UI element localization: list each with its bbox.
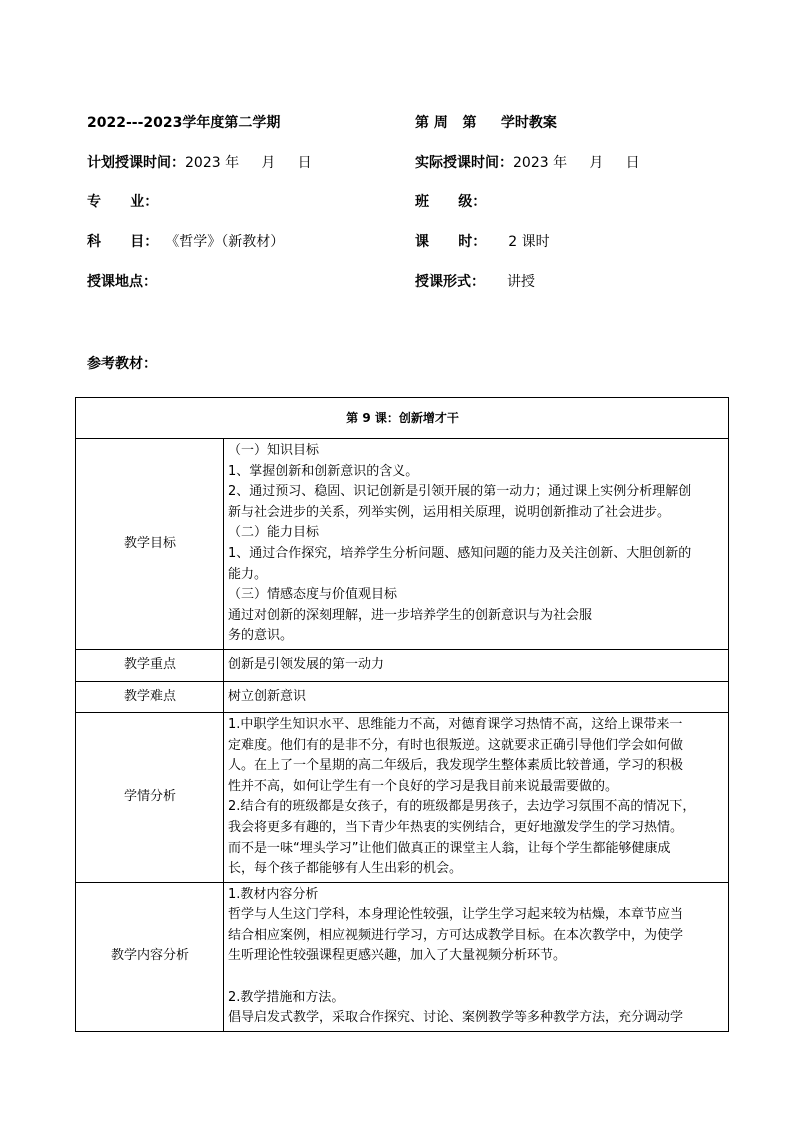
subject-label: 科 目： [87, 234, 159, 250]
content-line: 性并不高，如何让学生有一个良好的学习是我目前来说最需要做的。 [228, 778, 619, 794]
content-line: 树立创新意识 [228, 688, 307, 704]
content-line: 能力。 [228, 566, 268, 582]
actual-time [415, 154, 640, 172]
class-label: 班 级： [415, 194, 487, 210]
table-row [76, 712, 729, 882]
plan-title: 第 周 第 学时教案 [415, 115, 557, 131]
row-label-student-analysis: 学情分析 [76, 712, 224, 882]
location-label: 授课地点： [87, 274, 157, 290]
row-content-difficulties [224, 681, 729, 712]
content-line: 2、通过预习、稳固、识记创新是引领开展的第一动力；通过课上实例分析理解创 [228, 484, 692, 500]
lesson-title: 第 9 课：创新增才干 [76, 398, 729, 439]
content-line: 而不是一味“埋头学习”让他们做真正的课堂主人翁，让每个学生都能够健康成 [228, 840, 671, 856]
subject-value: 《哲学》（新教材） [172, 234, 285, 250]
content-line: 生听理论性较强课程更感兴趣，加入了大量视频分析环节。 [228, 948, 567, 964]
hours-label: 课 时： [415, 234, 487, 250]
subject [87, 233, 284, 251]
content-line: 长，每个孩子都能够有人生出彩的机会。 [228, 861, 463, 877]
content-line: 人。在上了一个星期的高二年级后，我发现学生整体素质比较普通，学习的积极 [228, 758, 684, 774]
row-content-student-analysis [224, 712, 729, 882]
term-title: 2022---2023学年度第二学期 [87, 115, 281, 131]
reference-label: 参考教材： [87, 356, 157, 372]
content-line: 2.结合有的班级都是女孩子，有的班级都是男孩子，去边学习氛围不高的情况下， [228, 799, 696, 815]
row-label-key-points: 教学重点 [76, 649, 224, 681]
content-line: 创新是引领发展的第一动力 [228, 657, 385, 673]
table-row [76, 681, 729, 712]
content-line: 哲学与人生这门学科，本身理论性较强，让学生学习起来较为枯燥，本章节应当 [228, 907, 684, 923]
row-label-difficulties: 教学难点 [76, 681, 224, 712]
content-line: 定难度。他们有的是非不分，有时也很叛逆。这就要求正确引导他们学会如何做 [228, 737, 684, 753]
content-line: 结合相应案例，相应视频进行学习，方可达成教学目标。在本次教学中，为使学 [228, 927, 684, 943]
content-line: 我会将更多有趣的，当下青少年热衷的实例结合，更好地激发学生的学习热情。 [228, 819, 684, 835]
lesson-plan-table [75, 397, 729, 1032]
content-line: 1、通过合作探究，培养学生分析问题、感知问题的能力及关注创新、大胆创新的 [228, 545, 692, 561]
content-line: 新与社会进步的关系，列举实例，运用相关原理，说明创新推动了社会进步。 [228, 504, 671, 520]
row-label-objectives: 教学目标 [76, 439, 224, 650]
content-line: （三）情感态度与价值观目标 [228, 587, 398, 603]
content-line: 务的意识。 [228, 628, 294, 644]
table-title-row [76, 398, 729, 439]
major-label: 专 业： [87, 194, 159, 210]
hours [415, 233, 550, 251]
form-value: 讲授 [507, 274, 535, 290]
form [415, 273, 535, 291]
content-line: 2.教学措施和方法。 [228, 989, 345, 1005]
row-content-objectives [224, 439, 729, 650]
content-line: 1.中职学生知识水平、思维能力不高，对德育课学习热情不高，这给上课带来一 [228, 716, 683, 732]
content-line: 通过对创新的深刻理解，进一步培养学生的创新意识与为社会服 [228, 607, 593, 623]
content-line: 1.教材内容分析 [228, 886, 319, 902]
table-row [76, 882, 729, 1031]
actual-time-value: 2023 年 月 日 [513, 155, 640, 171]
form-label: 授课形式： [415, 274, 485, 290]
content-line: 倡导启发式教学，采取合作探究、讨论、案例教学等多种教学方法，充分调动学 [228, 1010, 684, 1026]
planned-time [87, 154, 312, 172]
blank-line [228, 967, 725, 988]
table-row [76, 439, 729, 650]
content-line: 1、掌握创新和创新意识的含义。 [228, 463, 419, 479]
actual-time-label: 实际授课时间： [415, 155, 513, 171]
hours-value: 2 课时 [508, 234, 550, 250]
planned-time-label: 计划授课时间： [87, 155, 185, 171]
row-content-key-points [224, 649, 729, 681]
row-label-content-analysis: 教学内容分析 [76, 882, 224, 1031]
planned-time-value: 2023 年 月 日 [185, 155, 312, 171]
content-line: （一）知识目标 [228, 443, 320, 458]
row-content-content-analysis [224, 882, 729, 1031]
content-line: （二）能力目标 [228, 525, 320, 541]
table-row [76, 649, 729, 681]
